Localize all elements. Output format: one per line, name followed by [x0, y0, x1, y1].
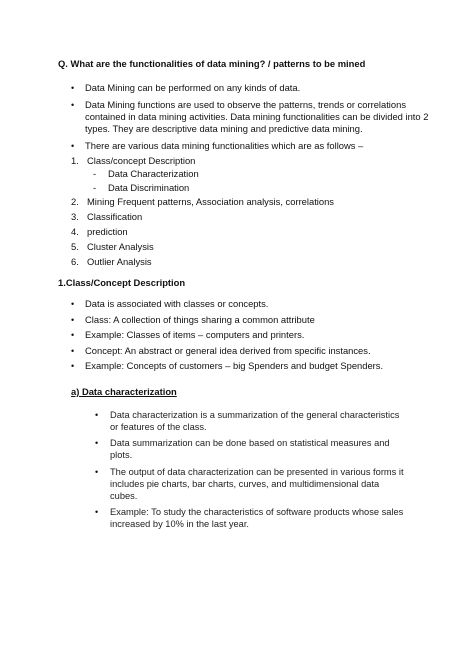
- bullet-marker: •: [95, 410, 99, 420]
- section1-bullet-2: Class: A collection of things sharing a common attribute: [85, 314, 315, 325]
- sub-item-marker: -: [93, 168, 97, 179]
- section2-bullet-3-line-1: The output of data characterization can be presented in various forms it: [110, 467, 404, 477]
- section1-bullet-5: Example: Concepts of customers – big Spenders and budget Spenders.: [85, 360, 384, 371]
- section1-bullet-4: Concept: An abstract or general idea derived from specific instances.: [85, 345, 371, 356]
- list-number: 2.: [71, 196, 79, 207]
- section2-bullet-2-line-1: Data summarization can be done based on statistical measures and: [110, 438, 390, 448]
- intro-bullet-2-line-1: Data Mining functions are used to observe the patterns, trends or correlations: [85, 99, 407, 110]
- section2-bullet-4-line-2: increased by 10% in the last year.: [110, 519, 250, 529]
- bullet-marker: •: [71, 83, 75, 93]
- intro-bullet-2-line-2: contained in data mining activities. Data mining functionalities can be divided into 2: [85, 111, 429, 122]
- list-number: 5.: [71, 241, 79, 252]
- bullet-marker: •: [71, 141, 75, 151]
- bullet-marker: •: [95, 467, 99, 477]
- functionality-6: Outlier Analysis: [87, 256, 152, 267]
- section2-bullet-1-line-2: or features of the class.: [110, 422, 207, 432]
- section2-bullet-2-line-2: plots.: [110, 450, 133, 460]
- bullet-marker: •: [71, 361, 75, 371]
- bullet-marker: •: [95, 438, 99, 448]
- bullet-marker: •: [71, 346, 75, 356]
- section-heading-class-concept: 1.Class/Concept Description: [58, 277, 186, 288]
- intro-bullet-3: There are various data mining functionalities which are as follows –: [85, 140, 364, 151]
- section1-bullet-1: Data is associated with classes or concepts.: [85, 298, 269, 309]
- bullet-marker: •: [95, 507, 99, 517]
- section2-bullet-4-line-1: Example: To study the characteristics of software products whose sales: [110, 507, 404, 517]
- section2-bullet-3-line-2: includes pie charts, bar charts, curves, and multidimensional data: [110, 479, 380, 489]
- sub-item-data-characterization: Data Characterization: [108, 168, 199, 179]
- functionality-4: prediction: [87, 226, 128, 237]
- functionality-3: Classification: [87, 211, 143, 222]
- bullet-marker: •: [71, 100, 75, 110]
- intro-bullet-2-line-3: types. They are descriptive data mining and predictive data mining.: [85, 123, 363, 134]
- functionality-5: Cluster Analysis: [87, 241, 154, 252]
- functionality-2: Mining Frequent patterns, Association analysis, correlations: [87, 196, 334, 207]
- bullet-marker: •: [71, 330, 75, 340]
- list-number: 6.: [71, 256, 79, 267]
- bullet-marker: •: [71, 299, 75, 309]
- section2-bullet-1-line-1: Data characterization is a summarization of the general characteristics: [110, 410, 400, 420]
- sub-item-marker: -: [93, 182, 97, 193]
- section-heading-data-characterization: a) Data characterization: [71, 386, 177, 397]
- functionality-1: Class/concept Description: [87, 155, 196, 166]
- sub-item-data-discrimination: Data Discrimination: [108, 182, 190, 193]
- list-number: 1.: [71, 155, 79, 166]
- intro-bullet-1: Data Mining can be performed on any kinds of data.: [85, 82, 301, 93]
- question-heading: Q. What are the functionalities of data mining? / patterns to be mined: [58, 58, 366, 69]
- bullet-marker: •: [71, 315, 75, 325]
- list-number: 4.: [71, 226, 79, 237]
- section1-bullet-3: Example: Classes of items – computers and printers.: [85, 329, 305, 340]
- list-number: 3.: [71, 211, 79, 222]
- section2-bullet-3-line-3: cubes.: [110, 491, 138, 501]
